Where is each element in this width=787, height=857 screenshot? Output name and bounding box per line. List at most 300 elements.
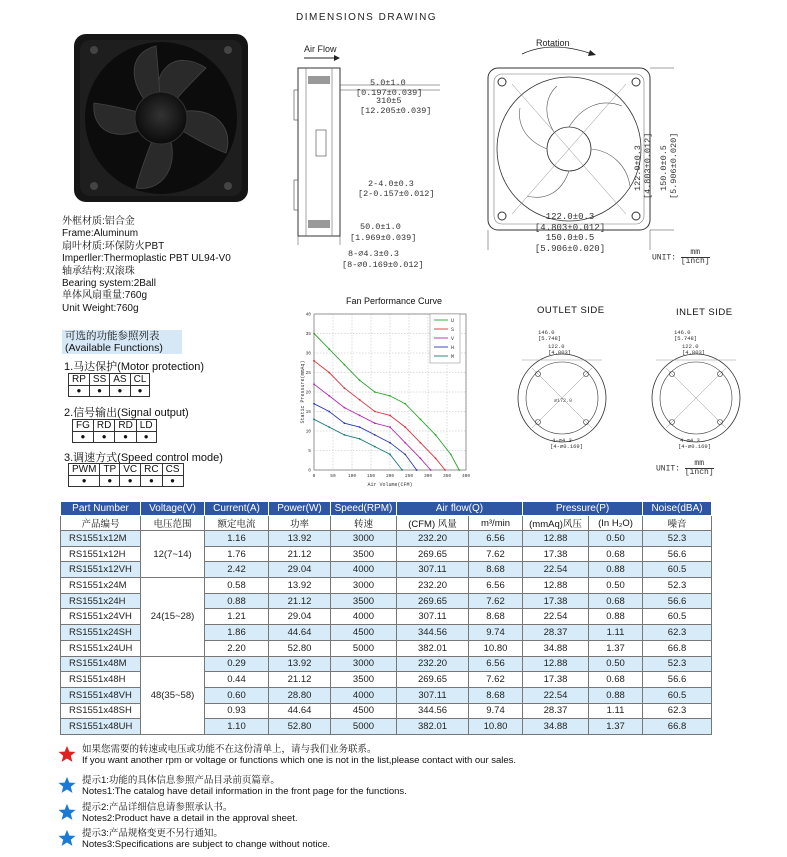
x-tick-label: 200 bbox=[385, 474, 395, 479]
table-cell: 34.88 bbox=[523, 640, 589, 656]
table-cell: 382.01 bbox=[397, 640, 469, 656]
outlet-dim-diag: ⌀172.0 bbox=[554, 398, 573, 404]
table-cell: 344.56 bbox=[397, 625, 469, 641]
unit-inch: [inch] bbox=[680, 257, 710, 266]
dim-8-4: 8-⌀4.3±0.3 bbox=[348, 249, 400, 259]
table-cell: 269.65 bbox=[397, 546, 469, 562]
subheader: (In H₂O) bbox=[589, 516, 643, 531]
table-cell: 0.88 bbox=[589, 609, 643, 625]
data-point-U bbox=[328, 348, 330, 350]
table-cell: 307.11 bbox=[397, 609, 469, 625]
header-voltage: Voltage(V) bbox=[141, 502, 205, 516]
table-cell: 6.56 bbox=[469, 656, 523, 672]
speed-control-options bbox=[68, 463, 184, 487]
table-cell: 10.80 bbox=[469, 640, 523, 656]
functions-title-en: (Available Functions) bbox=[65, 341, 163, 354]
blue-star-icon bbox=[58, 776, 76, 794]
table-cell: 3500 bbox=[331, 593, 397, 609]
data-point-M bbox=[389, 454, 391, 456]
outlet-dim-hole-inch: [4-⌀0.169] bbox=[550, 443, 584, 450]
table-cell: 4000 bbox=[331, 609, 397, 625]
subheader: (mmAq)风压 bbox=[523, 516, 589, 531]
data-point-S bbox=[313, 360, 315, 362]
available-functions-title bbox=[62, 330, 182, 354]
voltage-range-cell: 24(15~28) bbox=[141, 578, 205, 656]
header-part-number: Part Number bbox=[61, 502, 141, 516]
table-cell: 10.80 bbox=[469, 719, 523, 735]
table-cell: 6.56 bbox=[469, 531, 523, 547]
table-cell: 4000 bbox=[331, 687, 397, 703]
data-point-V bbox=[374, 422, 376, 424]
data-point-S bbox=[420, 442, 422, 444]
data-point-S bbox=[374, 411, 376, 413]
table-cell: 2.42 bbox=[205, 562, 269, 578]
table-cell: 5000 bbox=[331, 719, 397, 735]
table-cell: 0.88 bbox=[589, 562, 643, 578]
data-point-S bbox=[328, 372, 330, 374]
table-cell: 5000 bbox=[331, 640, 397, 656]
data-point-U bbox=[458, 469, 460, 471]
table-cell: 8.68 bbox=[469, 609, 523, 625]
unit-mm: mm bbox=[681, 249, 710, 258]
table-cell: 232.20 bbox=[397, 578, 469, 594]
inlet-dim-hole-inch: [4-⌀0.169] bbox=[678, 443, 712, 450]
data-point-V bbox=[359, 415, 361, 417]
table-cell: 12.88 bbox=[523, 531, 589, 547]
table-cell: 3000 bbox=[331, 656, 397, 672]
table-cell: 0.88 bbox=[589, 687, 643, 703]
note-en: Notes2:Product have a detail in the approval sheet. bbox=[82, 813, 298, 824]
motor-protection-heading: 1.马达保护(Motor protection) bbox=[64, 361, 204, 373]
table-cell: 13.92 bbox=[269, 531, 331, 547]
part-number-cell: RS1551x12M bbox=[61, 531, 141, 547]
data-point-U bbox=[374, 391, 376, 393]
subheader: 噪音 bbox=[643, 516, 712, 531]
table-cell: 12.88 bbox=[523, 656, 589, 672]
option-dot: ● bbox=[162, 476, 183, 487]
part-number-cell: RS1551x48M bbox=[61, 656, 141, 672]
data-point-H bbox=[359, 426, 361, 428]
spec-table bbox=[60, 501, 712, 735]
part-number-cell: RS1551x24SH bbox=[61, 625, 141, 641]
chart-title: Fan Performance Curve bbox=[345, 296, 443, 306]
spec-line: 轴承结构:双滚珠 bbox=[62, 265, 135, 277]
table-cell: 1.37 bbox=[589, 640, 643, 656]
inlet-dim-mid-inch: [4.803] bbox=[682, 349, 706, 356]
data-point-H bbox=[374, 434, 376, 436]
table-cell: 52.80 bbox=[269, 640, 331, 656]
chart-ylabel: Static Pressure(mmAq) bbox=[300, 360, 306, 424]
dim-310-inch: [12.205±0.039] bbox=[360, 106, 432, 116]
dim-5-inch: [0.197±0.039] bbox=[356, 88, 423, 98]
table-cell: 4000 bbox=[331, 562, 397, 578]
table-cell: 52.80 bbox=[269, 719, 331, 735]
table-cell: 3000 bbox=[331, 531, 397, 547]
data-point-H bbox=[328, 411, 330, 413]
air-flow-label: Air Flow bbox=[304, 44, 337, 54]
dim-50-inch: [1.969±0.039] bbox=[350, 233, 417, 243]
dim-2-4-inch: [2-0.157±0.012] bbox=[358, 189, 435, 199]
table-cell: 3500 bbox=[331, 672, 397, 688]
legend-label: M bbox=[451, 353, 455, 360]
star-shape bbox=[58, 746, 75, 762]
dim-122-v-inch: [4.803±0.012] bbox=[643, 132, 653, 199]
legend-label: U bbox=[451, 317, 455, 324]
data-point-M bbox=[344, 434, 346, 436]
table-cell: 269.65 bbox=[397, 593, 469, 609]
data-point-S bbox=[344, 387, 346, 389]
data-point-S bbox=[435, 457, 437, 459]
inlet-dim-mid: 122.0 bbox=[682, 343, 699, 350]
table-cell: 28.37 bbox=[523, 703, 589, 719]
outlet-side-drawing bbox=[508, 322, 626, 454]
option-dot: ● bbox=[136, 432, 156, 443]
option-label: CS bbox=[162, 464, 183, 476]
table-cell: 382.01 bbox=[397, 719, 469, 735]
y-tick-label: 30 bbox=[305, 351, 311, 357]
fan-product-image bbox=[66, 28, 256, 208]
dim-150-h-inch: [5.906±0.020] bbox=[534, 243, 606, 254]
part-number-cell: RS1551x48UH bbox=[61, 719, 141, 735]
data-point-M bbox=[359, 438, 361, 440]
table-cell: 56.6 bbox=[643, 593, 712, 609]
option-label: RD bbox=[93, 420, 114, 432]
dim-122-h-inch: [4.803±0.012] bbox=[534, 222, 606, 233]
table-cell: 1.11 bbox=[589, 625, 643, 641]
spec-line: Imperller:Thermoplastic PBT UL94-V0 bbox=[62, 253, 231, 265]
header-noise: Noise(dBA) bbox=[643, 502, 712, 516]
table-cell: 0.68 bbox=[589, 593, 643, 609]
table-cell: 8.68 bbox=[469, 687, 523, 703]
front-view-dims bbox=[520, 212, 620, 254]
data-point-S bbox=[359, 399, 361, 401]
part-number-cell: RS1551x12H bbox=[61, 546, 141, 562]
option-label: RC bbox=[141, 464, 162, 476]
dim-122-h: 122.0±0.3 bbox=[545, 212, 595, 222]
data-point-U bbox=[435, 434, 437, 436]
dim-310: 310±5 bbox=[376, 96, 402, 106]
x-tick-label: 50 bbox=[330, 474, 336, 479]
table-cell: 0.29 bbox=[205, 656, 269, 672]
data-point-V bbox=[404, 442, 406, 444]
table-cell: 0.50 bbox=[589, 578, 643, 594]
table-cell: 307.11 bbox=[397, 687, 469, 703]
table-cell: 3000 bbox=[331, 578, 397, 594]
table-cell: 307.11 bbox=[397, 562, 469, 578]
y-tick-label: 10 bbox=[305, 429, 311, 435]
data-point-U bbox=[404, 403, 406, 405]
data-point-S bbox=[389, 415, 391, 417]
option-label: RP bbox=[69, 374, 90, 386]
table-cell: 1.10 bbox=[205, 719, 269, 735]
outlet-dim-mid-inch: [4.803] bbox=[548, 349, 572, 356]
table-cell: 28.80 bbox=[269, 687, 331, 703]
data-point-V bbox=[313, 383, 315, 385]
table-cell: 2.20 bbox=[205, 640, 269, 656]
part-number-cell: RS1551x12VH bbox=[61, 562, 141, 578]
option-label: SS bbox=[89, 374, 109, 386]
option-dot: ● bbox=[120, 476, 141, 487]
table-cell: 22.54 bbox=[523, 687, 589, 703]
part-number-cell: RS1551x48SH bbox=[61, 703, 141, 719]
header-speed: Speed(RPM) bbox=[331, 502, 397, 516]
table-cell: 4500 bbox=[331, 625, 397, 641]
subheader: 电压范围 bbox=[141, 516, 205, 531]
table-cell: 13.92 bbox=[269, 578, 331, 594]
table-cell: 29.04 bbox=[269, 609, 331, 625]
data-point-M bbox=[401, 469, 403, 471]
inlet-dim-top-inch: [5.748] bbox=[674, 335, 698, 342]
table-cell: 344.56 bbox=[397, 703, 469, 719]
dim-150-h: 150.0±0.5 bbox=[545, 233, 595, 243]
option-dot: ● bbox=[130, 386, 150, 397]
table-cell: 13.92 bbox=[269, 656, 331, 672]
y-tick-label: 20 bbox=[305, 390, 311, 396]
option-dot: ● bbox=[69, 386, 90, 397]
table-cell: 62.3 bbox=[643, 625, 712, 641]
option-dot: ● bbox=[110, 386, 130, 397]
x-tick-label: 100 bbox=[347, 474, 357, 479]
table-cell: 1.86 bbox=[205, 625, 269, 641]
note-cn: 提示2:产品详细信息请参照承认书。 bbox=[82, 802, 233, 813]
dim-122-v: 122.0±0.3 bbox=[633, 145, 643, 191]
y-tick-label: 35 bbox=[305, 332, 311, 337]
dimensions-title: DIMENSIONS DRAWING bbox=[296, 12, 438, 23]
table-cell: 34.88 bbox=[523, 719, 589, 735]
data-point-V bbox=[420, 457, 422, 459]
table-cell: 29.04 bbox=[269, 562, 331, 578]
part-number-cell: RS1551x48VH bbox=[61, 687, 141, 703]
dim-150-v-inch: [5.906±0.020] bbox=[669, 132, 679, 199]
data-point-S bbox=[404, 426, 406, 428]
option-dot: ● bbox=[115, 432, 136, 443]
performance-chart bbox=[296, 306, 476, 490]
table-cell: 44.64 bbox=[269, 703, 331, 719]
table-cell: 4500 bbox=[331, 703, 397, 719]
table-cell: 22.54 bbox=[523, 609, 589, 625]
table-row bbox=[61, 578, 712, 594]
speed-control-heading: 3.调速方式(Speed control mode) bbox=[64, 452, 223, 464]
table-cell: 12.88 bbox=[523, 578, 589, 594]
outlet-dim-hole: 4-⌀4.3 bbox=[552, 437, 572, 444]
data-point-M bbox=[328, 426, 330, 428]
data-point-U bbox=[450, 454, 452, 456]
x-tick-label: 150 bbox=[366, 474, 376, 479]
table-cell: 0.58 bbox=[205, 578, 269, 594]
inlet-side-label: INLET SIDE bbox=[676, 307, 733, 318]
y-tick-label: 40 bbox=[305, 312, 311, 318]
x-tick-label: 350 bbox=[442, 474, 452, 479]
legend-label: V bbox=[451, 335, 455, 342]
table-cell: 60.5 bbox=[643, 562, 712, 578]
y-tick-label: 15 bbox=[305, 410, 311, 415]
option-label: CL bbox=[130, 374, 150, 386]
subheader: (CFM) 风量 bbox=[397, 516, 469, 531]
table-cell: 52.3 bbox=[643, 531, 712, 547]
y-tick-label: 5 bbox=[308, 449, 311, 454]
inlet-dim-top: 146.0 bbox=[674, 329, 691, 336]
motor-protection-options bbox=[68, 373, 150, 397]
table-cell: 66.8 bbox=[643, 640, 712, 656]
table-cell: 17.38 bbox=[523, 546, 589, 562]
spec-line: 单体风扇重量:760g bbox=[62, 290, 148, 302]
chart-xlabel: Air Volume(CFM) bbox=[367, 482, 413, 488]
table-cell: 8.68 bbox=[469, 562, 523, 578]
option-label: LD bbox=[136, 420, 156, 432]
table-cell: 21.12 bbox=[269, 672, 331, 688]
red-star-icon bbox=[58, 745, 76, 763]
data-point-M bbox=[313, 418, 315, 420]
dim-8-4-inch: [8-⌀0.169±0.012] bbox=[342, 260, 424, 270]
dim-50: 50.0±1.0 bbox=[360, 222, 401, 232]
table-cell: 52.3 bbox=[643, 656, 712, 672]
material-specs bbox=[62, 216, 231, 315]
note-cn: 提示1:功能的具体信息参照产品目录前页篇章。 bbox=[82, 775, 280, 786]
data-point-U bbox=[313, 333, 315, 335]
option-dot: ● bbox=[100, 476, 120, 487]
table-cell: 28.37 bbox=[523, 625, 589, 641]
table-cell: 21.12 bbox=[269, 593, 331, 609]
header-power: Power(W) bbox=[269, 502, 331, 516]
table-cell: 7.62 bbox=[469, 593, 523, 609]
option-dot: ● bbox=[141, 476, 162, 487]
data-point-H bbox=[313, 403, 315, 405]
table-cell: 0.93 bbox=[205, 703, 269, 719]
data-point-U bbox=[420, 418, 422, 420]
table-cell: 0.50 bbox=[589, 531, 643, 547]
x-tick-label: 250 bbox=[404, 474, 414, 479]
legend-label: S bbox=[451, 326, 455, 333]
table-cell: 269.65 bbox=[397, 672, 469, 688]
x-tick-label: 0 bbox=[312, 474, 316, 479]
subheader: 额定电流 bbox=[205, 516, 269, 531]
part-number-cell: RS1551x24M bbox=[61, 578, 141, 594]
table-cell: 1.37 bbox=[589, 719, 643, 735]
table-cell: 0.68 bbox=[589, 546, 643, 562]
option-label: AS bbox=[110, 374, 130, 386]
table-cell: 60.5 bbox=[643, 687, 712, 703]
y-tick-label: 25 bbox=[305, 371, 311, 376]
table-cell: 1.16 bbox=[205, 531, 269, 547]
spec-line: 扇叶材质:环保防火PBT bbox=[62, 240, 165, 252]
table-cell: 232.20 bbox=[397, 531, 469, 547]
signal-output-options bbox=[72, 419, 157, 443]
table-cell: 21.12 bbox=[269, 546, 331, 562]
data-point-H bbox=[416, 469, 418, 471]
table-cell: 1.76 bbox=[205, 546, 269, 562]
option-dot: ● bbox=[89, 386, 109, 397]
table-cell: 232.20 bbox=[397, 656, 469, 672]
table-cell: 1.21 bbox=[205, 609, 269, 625]
table-cell: 7.62 bbox=[469, 546, 523, 562]
subheader: 转速 bbox=[331, 516, 397, 531]
blue-star-icon bbox=[58, 803, 76, 821]
spec-line: Unit Weight:760g bbox=[62, 302, 139, 314]
data-point-V bbox=[430, 469, 432, 471]
note-cn: 提示3:产品规格变更不另行通知。 bbox=[82, 828, 223, 839]
table-cell: 22.54 bbox=[523, 562, 589, 578]
subheader: 功率 bbox=[269, 516, 331, 531]
x-tick-label: 400 bbox=[461, 474, 471, 479]
table-cell: 0.44 bbox=[205, 672, 269, 688]
spec-line: Frame:Aluminum bbox=[62, 228, 139, 240]
table-cell: 66.8 bbox=[643, 719, 712, 735]
unit-mm: mm bbox=[685, 460, 714, 469]
table-cell: 0.68 bbox=[589, 672, 643, 688]
data-point-U bbox=[344, 364, 346, 366]
dim-2-4: 2-4.0±0.3 bbox=[368, 179, 414, 189]
data-point-V bbox=[328, 395, 330, 397]
blue-star-icon bbox=[58, 829, 76, 847]
signal-output-heading: 2.信号输出(Signal output) bbox=[64, 407, 189, 419]
table-cell: 56.6 bbox=[643, 672, 712, 688]
unit-legend-bottom bbox=[656, 460, 714, 477]
table-cell: 56.6 bbox=[643, 546, 712, 562]
dim-150-v: 150.0±0.5 bbox=[659, 145, 669, 191]
voltage-range-cell: 12(7~14) bbox=[141, 531, 205, 578]
y-tick-label: 0 bbox=[308, 468, 311, 474]
part-number-cell: RS1551x24UH bbox=[61, 640, 141, 656]
table-cell: 62.3 bbox=[643, 703, 712, 719]
outlet-dim-top-inch: [5.748] bbox=[538, 335, 562, 342]
table-cell: 3500 bbox=[331, 546, 397, 562]
option-label: FG bbox=[73, 420, 94, 432]
spec-line: 外框材质:铝合金 bbox=[62, 216, 135, 227]
unit-label: UNIT: bbox=[656, 464, 681, 474]
inlet-dim-hole: 4-⌀4.3 bbox=[680, 437, 700, 444]
table-cell: 60.5 bbox=[643, 609, 712, 625]
note-en: Notes3:Specifications are subject to change without notice. bbox=[82, 839, 331, 850]
side-view-drawing bbox=[290, 40, 450, 270]
table-cell: 0.50 bbox=[589, 656, 643, 672]
table-cell: 6.56 bbox=[469, 578, 523, 594]
table-row bbox=[61, 656, 712, 672]
part-number-cell: RS1551x24H bbox=[61, 593, 141, 609]
table-cell: 9.74 bbox=[469, 703, 523, 719]
data-point-H bbox=[389, 442, 391, 444]
data-point-U bbox=[389, 395, 391, 397]
unit-legend-top bbox=[652, 249, 710, 266]
header-airflow: Air flow(Q) bbox=[397, 502, 523, 516]
outlet-side-label: OUTLET SIDE bbox=[537, 305, 605, 316]
option-label: RD bbox=[115, 420, 136, 432]
note-cn: 如果您需要的转速或电压或功能不在这份清单上，请与我们业务联系。 bbox=[82, 744, 377, 755]
table-cell: 17.38 bbox=[523, 593, 589, 609]
header-current: Current(A) bbox=[205, 502, 269, 516]
table-row bbox=[61, 531, 712, 547]
data-point-H bbox=[404, 454, 406, 456]
voltage-range-cell: 48(35~58) bbox=[141, 656, 205, 734]
inlet-side-drawing bbox=[634, 322, 752, 454]
table-cell: 17.38 bbox=[523, 672, 589, 688]
data-point-V bbox=[344, 407, 346, 409]
legend-label: H bbox=[451, 344, 455, 351]
data-point-S bbox=[444, 469, 446, 471]
data-point-H bbox=[344, 422, 346, 424]
dim-5: 5.0±1.0 bbox=[370, 78, 406, 88]
table-cell: 0.60 bbox=[205, 687, 269, 703]
table-cell: 9.74 bbox=[469, 625, 523, 641]
x-tick-label: 300 bbox=[423, 474, 433, 479]
outlet-dim-mid: 122.0 bbox=[548, 343, 565, 350]
header-pressure: Pressure(P) bbox=[523, 502, 643, 516]
rotation-label: Rotation bbox=[536, 38, 570, 48]
spec-line: Bearing system:2Ball bbox=[62, 278, 156, 290]
table-cell: 52.3 bbox=[643, 578, 712, 594]
data-point-U bbox=[359, 379, 361, 381]
table-cell: 0.88 bbox=[205, 593, 269, 609]
outlet-dim-top: 146.0 bbox=[538, 329, 555, 336]
